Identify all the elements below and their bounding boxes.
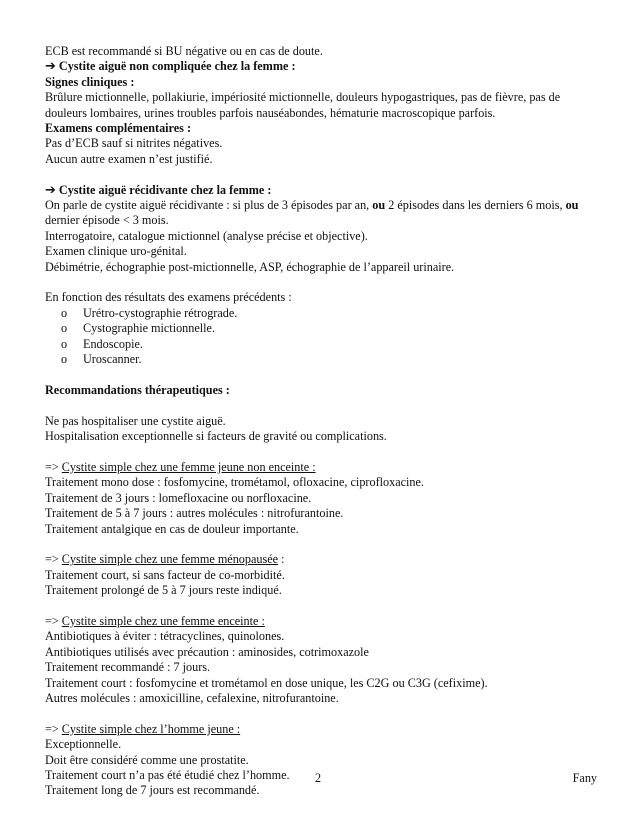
section-heading-recidivante: ➔ Cystite aiguë récidivante chez la femme :: [45, 182, 272, 198]
treatment-line: Autres molécules : amoxicilline, cefalexine, nitrofurantoine.: [45, 690, 339, 705]
list-item: o Urétro-cystographie rétrograde.: [61, 305, 238, 320]
document-page: [45, 44, 597, 799]
treatment-line: Traitement long de 7 jours est recommandé.: [45, 783, 260, 798]
arrow-right-icon: ➔: [45, 182, 56, 198]
treatment-line: Antibiotiques utilisés avec précaution : aminosides, cotrimoxazole: [45, 644, 369, 659]
footer-author: Fany: [572, 771, 597, 785]
subsection-title-menopausee: => Cystite simple chez une femme ménopausée :: [45, 552, 285, 567]
list-item: o Uroscanner.: [61, 352, 142, 367]
signes-cliniques-text: Brûlure mictionnelle, pollakiurie, impériosité mictionnelle, douleurs hypogastriques, pas de fièvre, pas de douleurs lombaires, urines troubles parfois nauséabondes, hématurie macroscopique parfois.: [45, 90, 561, 120]
list-item: o Cystographie mictionnelle.: [61, 321, 216, 336]
examens-line: Pas d’ECB sauf si nitrites négatives.: [45, 136, 223, 151]
recommandations-title: Recommandations thérapeutiques :: [45, 382, 230, 397]
treatment-line: Traitement de 3 jours : lomefloxacine ou norfloxacine.: [45, 490, 312, 505]
treatment-line: Traitement antalgique en cas de douleur importante.: [45, 521, 299, 536]
ecb-note: ECB est recommandé si BU négative ou en cas de doute.: [45, 44, 323, 58]
treatment-line: Traitement prolongé de 5 à 7 jours reste indiqué.: [45, 583, 282, 598]
subsection-title-homme-jeune: => Cystite simple chez l’homme jeune :: [45, 721, 241, 736]
treatment-line: Doit être considéré comme une prostatite.: [45, 752, 249, 767]
recommandation-line: Ne pas hospitaliser une cystite aiguë.: [45, 413, 226, 428]
treatment-line: Exceptionnelle.: [45, 737, 122, 752]
treatment-line: Traitement de 5 à 7 jours : autres molécules : nitrofurantoine.: [45, 506, 344, 521]
arrow-right-icon: ➔: [45, 59, 56, 75]
treatment-line: Traitement court : fosfomycine et trométamol en dose unique, les C2G ou C3G (cefixime).: [45, 675, 488, 690]
treatment-line: Traitement court n’a pas été étudié chez l’homme.: [45, 767, 290, 782]
subsection-title-enceinte: => Cystite simple chez une femme enceinte :: [45, 613, 265, 628]
list-item: o Endoscopie.: [61, 336, 143, 351]
recommandation-line: Hospitalisation exceptionnelle si facteurs de gravité ou complications.: [45, 429, 387, 444]
section-heading-non-compliquee: ➔ Cystite aiguë non compliquée chez la femme :: [45, 59, 296, 75]
fonction-intro: En fonction des résultats des examens précédents :: [45, 290, 292, 305]
recidive-line: Examen clinique uro-génital.: [45, 244, 187, 259]
recidive-line: Interrogatoire, catalogue mictionnel (analyse précise et objective).: [45, 228, 368, 243]
page-number: 2: [315, 771, 322, 785]
treatment-line: Antibiotiques à éviter : tétracyclines, quinolones.: [45, 629, 285, 644]
treatment-line: Traitement recommandé : 7 jours.: [45, 660, 211, 675]
examens-line: Aucun autre examen n’est justifié.: [45, 151, 213, 166]
recidive-line: Débimétrie, échographie post-mictionnelle, ASP, échographie de l’appareil urinaire.: [45, 259, 455, 274]
subsection-title-femme-jeune: => Cystite simple chez une femme jeune non enceinte :: [45, 459, 316, 474]
signes-cliniques-title: Signes cliniques :: [45, 74, 135, 89]
treatment-line: Traitement court, si sans facteur de co-morbidité.: [45, 567, 285, 582]
examens-title: Examens complémentaires :: [45, 121, 191, 136]
recidive-definition: On parle de cystite aiguë récidivante : si plus de 3 épisodes par an, ou 2 épisodes dans les derniers 6 mois, ou dernier épisode < 3 mois.: [45, 198, 579, 228]
treatment-line: Traitement mono dose : fosfomycine, trométamol, ofloxacine, ciprofloxacine.: [45, 475, 424, 490]
